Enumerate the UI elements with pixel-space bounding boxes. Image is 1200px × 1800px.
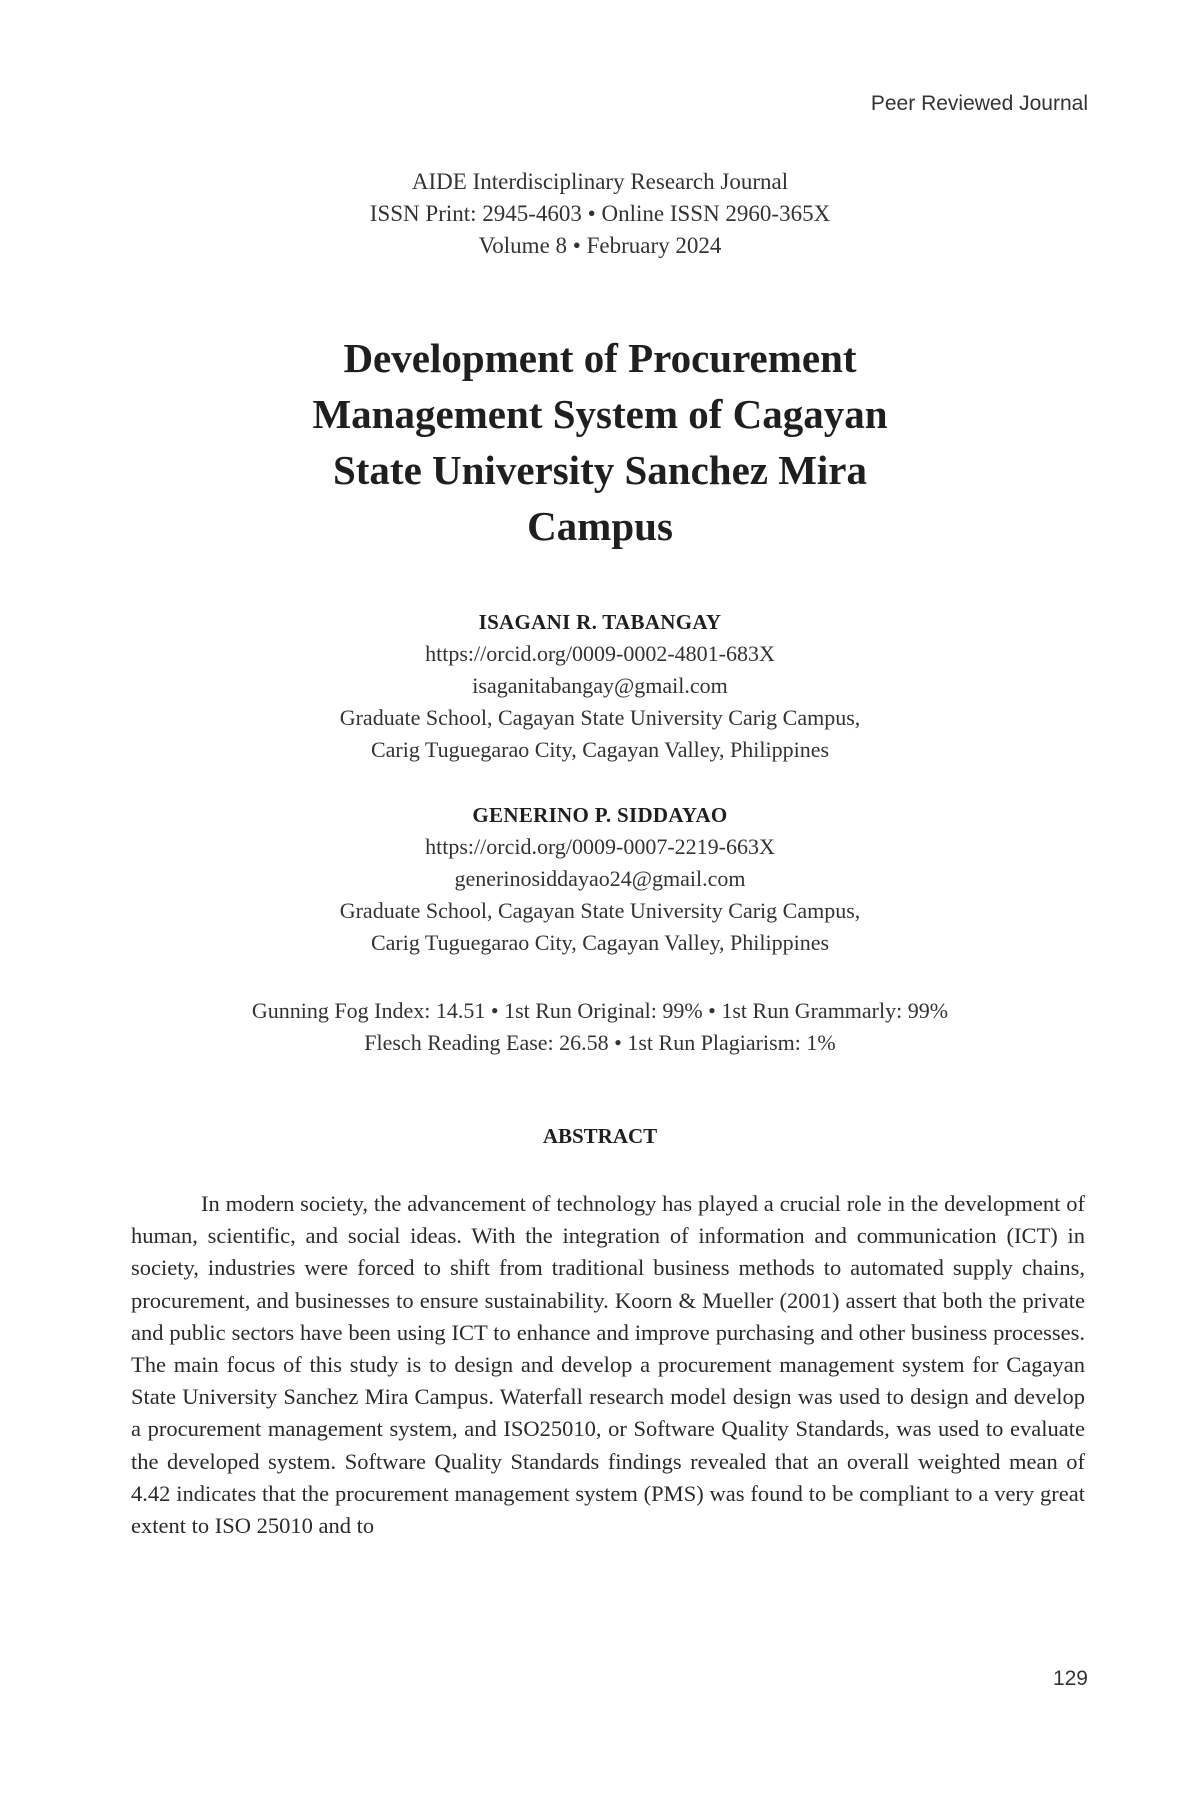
metrics-line: Gunning Fog Index: 14.51 • 1st Run Original: 99% • 1st Run Grammarly: 99%: [251, 998, 949, 1023]
author-affiliation: Graduate School, Cagayan State University Carig Campus,: [339, 705, 861, 730]
author-orcid-link[interactable]: https://orcid.org/0009-0002-4801-683X: [425, 641, 775, 666]
author-affiliation: Carig Tuguegarao City, Cagayan Valley, Philippines: [370, 737, 830, 762]
readability-metrics: [0, 995, 1200, 1059]
title-line: Campus: [527, 503, 673, 549]
paper-title: [0, 330, 1200, 554]
title-line: Management System of Cagayan: [312, 391, 888, 437]
author-block-2: [0, 799, 1200, 959]
author-email-link[interactable]: generinosiddayao24@gmail.com: [454, 866, 746, 891]
abstract-heading: ABSTRACT: [542, 1124, 658, 1148]
author-email-link[interactable]: isaganitabangay@gmail.com: [472, 673, 728, 698]
author-name: GENERINO P. SIDDAYAO: [472, 803, 728, 827]
journal-issn: ISSN Print: 2945-4603 • Online ISSN 2960-365X: [369, 201, 831, 226]
journal-volume: Volume 8 • February 2024: [478, 233, 722, 258]
author-orcid-link[interactable]: https://orcid.org/0009-0007-2219-663X: [425, 834, 775, 859]
title-line: Development of Procurement: [343, 335, 857, 381]
metrics-line: Flesch Reading Ease: 26.58 • 1st Run Plagiarism: 1%: [364, 1030, 836, 1055]
author-block-1: [0, 606, 1200, 766]
author-affiliation: Carig Tuguegarao City, Cagayan Valley, Philippines: [370, 930, 830, 955]
title-line: State University Sanchez Mira: [332, 447, 868, 493]
journal-info: [0, 166, 1200, 262]
running-head: Peer Reviewed Journal: [870, 92, 1088, 115]
author-affiliation: Graduate School, Cagayan State University Carig Campus,: [339, 898, 861, 923]
abstract-text: In modern society, the advancement of technology has played a crucial role in the development of human, scientific, and social ideas. With the integration of information and communication (ICT) in society, industries were forced to shift from traditional business methods to automated supply chains, procurement, and businesses to ensure sustainability. Koorn & Mueller (2001) assert that both the private and public sectors have been using ICT to enhance and improve purchasing and other business processes. The main focus of this study is to design and develop a procurement management system for Cagayan State University Sanchez Mira Campus. Waterfall research model design was used to design and develop a procurement management system, and ISO25010, or Software Quality Standards, was used to evaluate the developed system. Software Quality Standards findings revealed that an overall weighted mean of 4.42 indicates that the procurement management system (PMS) was found to be compliant to a very great extent to ISO 25010 and to: [131, 1191, 1085, 1539]
journal-name: AIDE Interdisciplinary Research Journal: [411, 169, 789, 194]
author-name: ISAGANI R. TABANGAY: [478, 610, 722, 634]
page-number: 129: [1052, 1667, 1088, 1690]
